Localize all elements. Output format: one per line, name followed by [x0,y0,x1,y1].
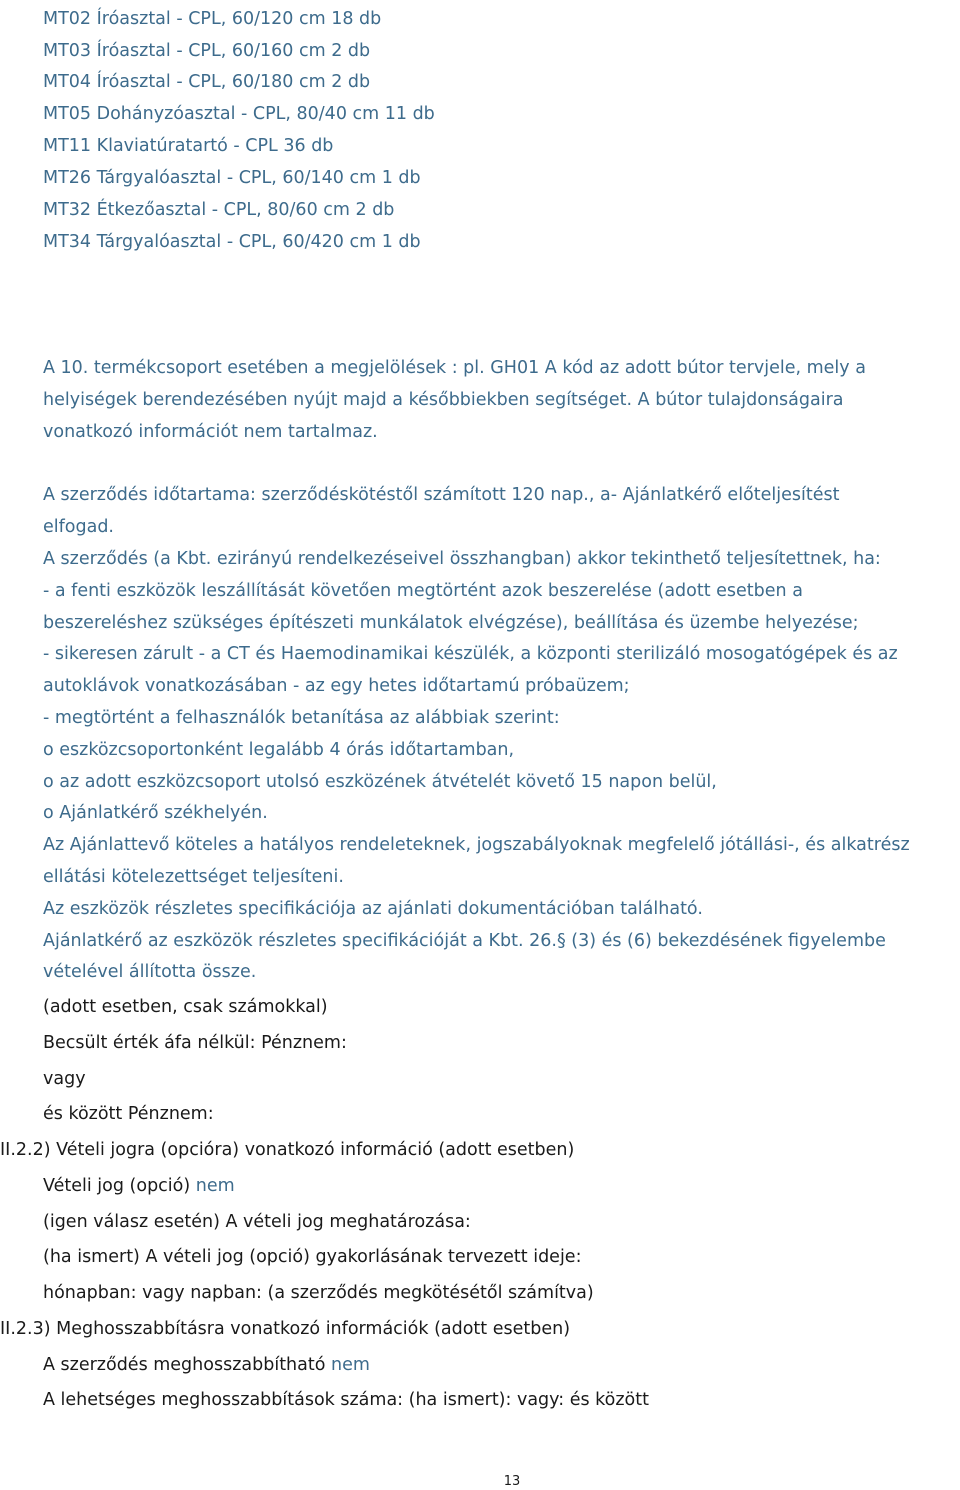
condition-line: Ajánlatkérő az eszközök részletes specifikációját a Kbt. 26.§ (3) és (6) bekezdésének figyelembe [43,931,886,951]
condition-line: o az adott eszközcsoport utolsó eszközének átvételét követő 15 napon belül, [43,772,717,792]
page-number: 13 [503,1474,521,1489]
note-line: vonatkozó információt nem tartalmaz. [43,422,378,442]
product-line: MT02 Íróasztal - CPL, 60/120 cm 18 db [43,9,382,29]
condition-line: - a fenti eszközök leszállítását követően megtörtént azok beszerelése (adott esetben a [43,581,803,601]
condition-line: A szerződés időtartama: szerződéskötéstől számított 120 nap., a- Ajánlatkérő előteljesítést [43,485,840,505]
condition-line: Az eszközök részletes specifikációja az ajánlati dokumentációban található. [43,899,703,919]
option-label: Vételi jog (opció) [43,1176,191,1196]
extendable-value: nem [331,1355,370,1375]
product-line: MT32 Étkezőasztal - CPL, 80/60 cm 2 db [43,200,395,220]
condition-line: ellátási kötelezettséget teljesíteni. [43,867,344,887]
note-line: A 10. termékcsoport esetében a megjelölések : pl. GH01 A kód az adott bútor tervjele, mely a [43,358,866,378]
condition-line: Az Ajánlattevő köteles a hatályos rendeleteknek, jogszabályoknak megfelelő jótállási-, és alkatrész [43,835,910,855]
condition-line: A szerződés (a Kbt. ezirányú rendelkezéseivel összhangban) akkor tekinthető teljesítettnek, ha: [43,549,881,569]
condition-line: beszereléshez szükséges építészeti munkálatok elvégzése), beállítása és üzembe helyezése; [43,613,859,633]
estimate-or: vagy [43,1069,86,1089]
condition-line: o eszközcsoportonként legalább 4 órás időtartamban, [43,740,515,760]
option-schedule: (ha ismert) A vételi jog (opció) gyakorlásának tervezett ideje: [43,1247,582,1267]
condition-line: o Ajánlatkérő székhelyén. [43,803,268,823]
estimate-between: és között Pénznem: [43,1104,214,1124]
option-months-days: hónapban: vagy napban: (a szerződés megkötésétől számítva) [43,1283,594,1303]
product-line: MT11 Klaviatúratartó - CPL 36 db [43,136,334,156]
option-value: nem [195,1176,235,1196]
condition-line: - sikeresen zárult - a CT és Haemodinamikai készülék, a központi sterilizáló mosogatógépek és az [43,644,898,664]
section-223-heading: II.2.3) Meghosszabbításra vonatkozó információk (adott esetben) [0,1319,571,1339]
condition-line: - megtörtént a felhasználók betanítása az alábbiak szerint: [43,708,560,728]
product-line: MT04 Íróasztal - CPL, 60/180 cm 2 db [43,72,371,92]
option-yes-answer: (igen válasz esetén) A vételi jog meghatározása: [43,1212,471,1232]
condition-line: elfogad. [43,517,114,537]
extension-count: A lehetséges meghosszabbítások száma: (ha ismert): vagy: és között [43,1390,649,1410]
product-line: MT05 Dohányzóasztal - CPL, 80/40 cm 11 db [43,104,435,124]
product-line: MT03 Íróasztal - CPL, 60/160 cm 2 db [43,41,371,61]
section-222-heading: II.2.2) Vételi jogra (opcióra) vonatkozó információ (adott esetben) [0,1140,575,1160]
condition-line: vételével állította össze. [43,962,257,982]
extendable-line [43,1354,370,1376]
extendable-label: A szerződés meghosszabbítható [43,1355,326,1375]
estimate-value-label: Becsült érték áfa nélkül: Pénznem: [43,1033,347,1053]
product-line: MT34 Tárgyalóasztal - CPL, 60/420 cm 1 db [43,232,421,252]
condition-line: autoklávok vonatkozásában - az egy hetes időtartamú próbaüzem; [43,676,630,696]
estimate-numbers-note: (adott esetben, csak számokkal) [43,997,328,1017]
note-line: helyiségek berendezésében nyújt majd a későbbiekben segítséget. A bútor tulajdonságaira [43,390,844,410]
product-line: MT26 Tárgyalóasztal - CPL, 60/140 cm 1 db [43,168,421,188]
option-line [43,1175,235,1197]
